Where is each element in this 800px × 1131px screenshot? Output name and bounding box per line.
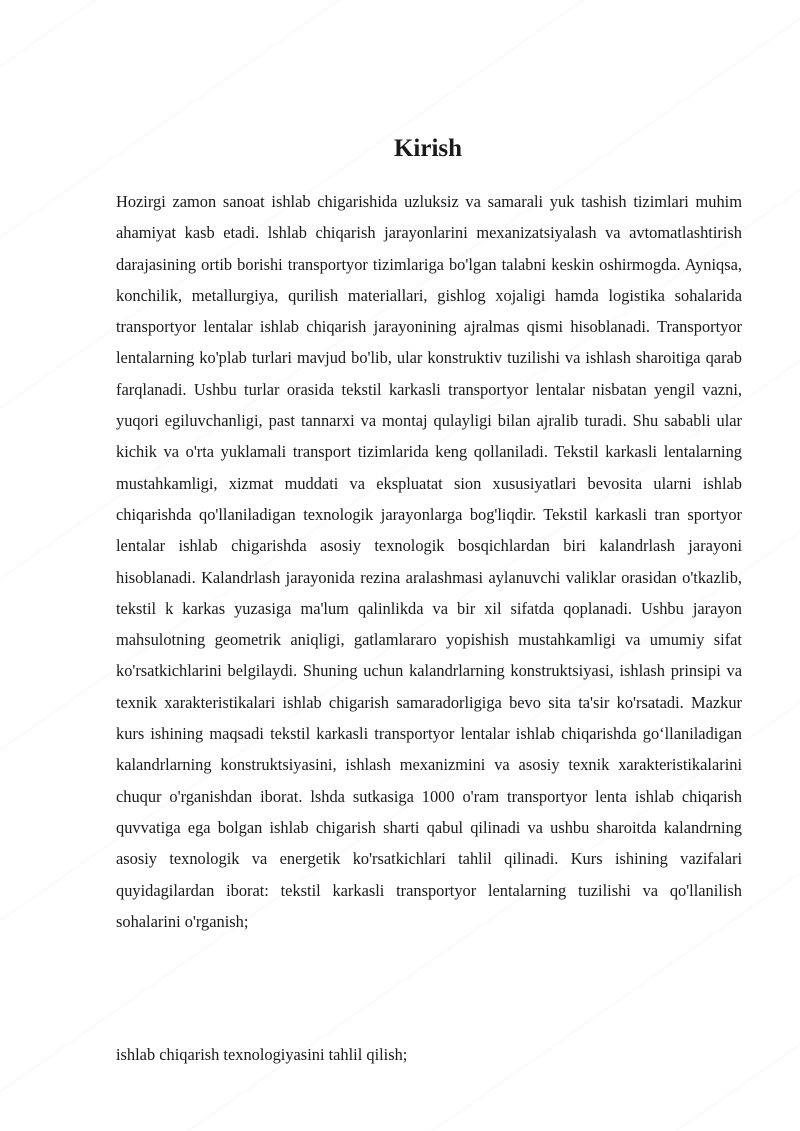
body-paragraph: Hozirgi zamon sanoat ishlab chigarishida uzluksiz va samarali yuk tashish tizimlari muhim ahamiyat kasb etadi. lshlab chiqarish jarayonlarini mexanizatsiyalash va avtomatlashtirish darajasining ortib borishi transportyor tizimlariga bo'lgan talabni keskin oshirmogda. Ayniqsa, konchilik, metallurgiya, qurilish materiallari, gishlog xojaligi hamda logistika sohalarida transportyor lentalar ishlab chiqarish jarayonining ajralmas qismi hisoblanadi. Transportyor lentalarning ko'plab turlari mavjud bo'lib, ular konstruktiv tuzilishi va ishlash sharoitiga qarab farqlanadi. Ushbu turlar orasida tekstil karkasli transportyor lentalar nisbatan yengil vazni, yuqori egiluvchanligi, past tannarxi va montaj qulayligi bilan ajralib turadi. Shu sababli ular kichik va o'rta yuklamali transport tizimlarida keng qollaniladi. Tekstil karkasli lentalarning mustahkamligi, xizmat muddati va ekspluatat sion xususiyatlari bevosita ularni ishlab chiqarishda qo'llaniladigan texnologik jarayonlarga bog'liqdir. Tekstil karkasli tran sportyor lentalar ishlab chigarishda asosiy texnologik bosqichlardan biri kalandrlash jarayoni hisoblanadi. Kalandrlash jarayonida rezina aralashmasi aylanuvchi valiklar orasidan o'tkazlib, tekstil k karkas yuzasiga ma'lum qalinlikda va bir xil sifatda qoplanadi. Ushbu jarayon mahsulotning geometrik aniqligi, gatlamlararo yopishish mustahkamligi va umumiy sifat ko'rsatkichlarini belgilaydi. Shuning uchun kalandrlarning konstruktsiyasi, ishlash prinsipi va texnik xarakteristikalari ishlab chigarish samaradorligiga bevo sita ta'sir ko'rsatadi. Mazkur kurs ishining maqsadi tekstil karkasli transportyor lentalar ishlab chiqarishda go‘llaniladigan kalandrlarning konstruktsiyasini, ishlash mexanizmini va asosiy texnik xarakteristikalarini chuqur o'rganishdan iborat. lshda sutkasiga 1000 o'ram transportyor lenta ishlab chiqarish quvvatiga ega bolgan ishlab chigarish sharti qabul qilinadi va ushbu sharoitda kalandrning asosiy texnologik va energetik ko'rsatkichlari tahlil qilinadi. Kurs ishining vazifalari quyidagilardan iborat: tekstil karkasli transportyor lentalarning tuzilishi va qo'llanilish sohalarini o'rganish; bbox=[116, 192, 742, 931]
page-title: Kirish bbox=[393, 135, 463, 162]
body-paragraph-last-line: ishlab chiqarish texnologiyasini tahlil qilish; bbox=[116, 1045, 408, 1064]
